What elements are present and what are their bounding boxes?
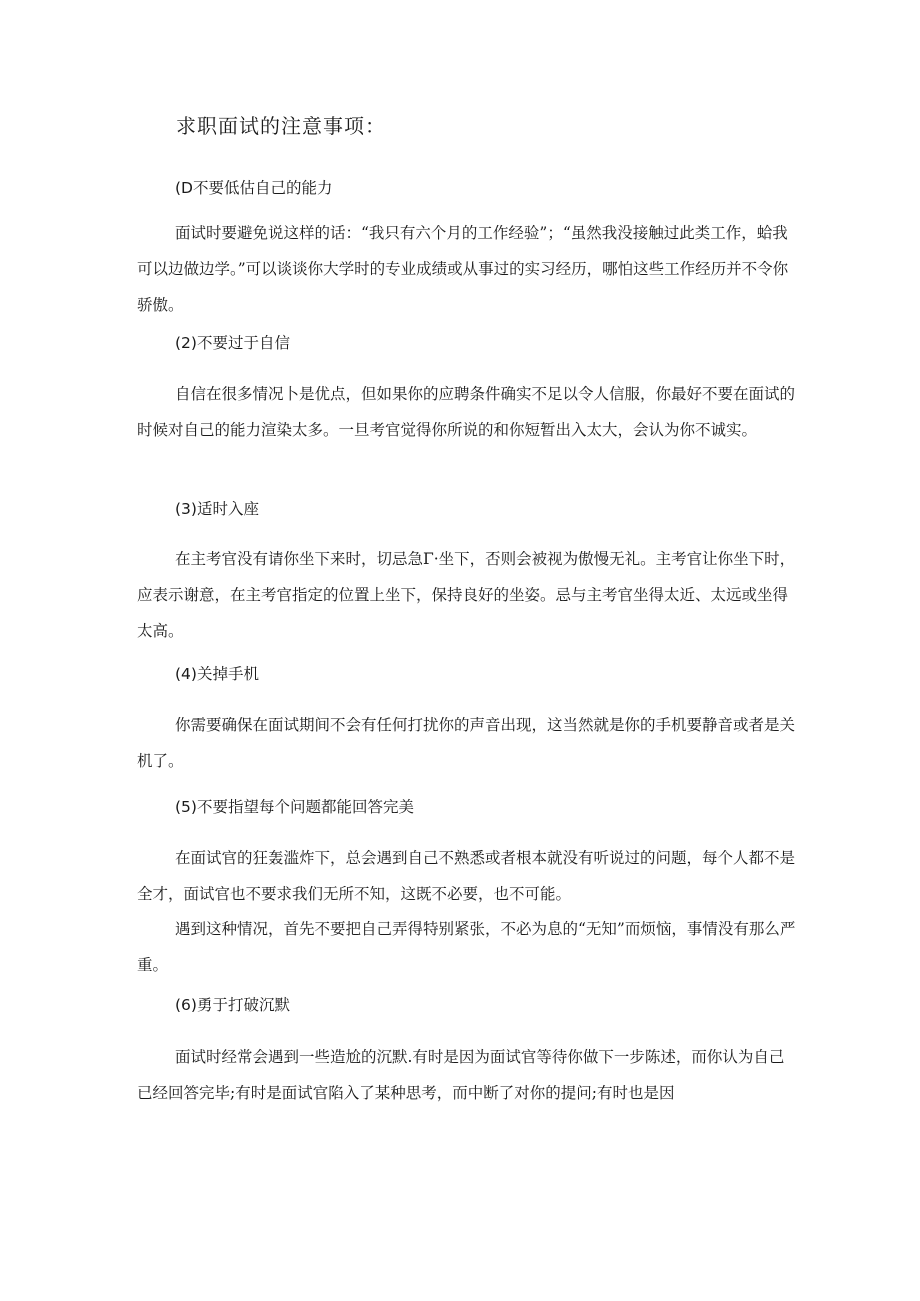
section-heading-1: (D不要低估自己的能力 (175, 179, 333, 197)
section-5-paragraph-2: 遇到这种情况，首先不要把自己弄得特别紧张，不必为息的“无知”而烦恼，事情没有那么严重。 (137, 920, 796, 974)
section-3-paragraph-1: 在主考官没有请你坐下来时，切忌急Γ·坐下，否则会被视为傲慢无礼。主考官让你坐下时，应表示谢意，在主考官指定的位置上坐下，保持良好的坐姿。忌与主考官坐得太近、太远或坐得太高。 (137, 550, 796, 640)
section-heading-5: (5)不要指望每个问题都能回答完美 (175, 798, 414, 816)
section-heading-3: (3)适时入座 (175, 500, 259, 518)
document-title: 求职面试的注意事项： (176, 114, 386, 138)
section-2-paragraph-1: 自信在很多情况卜是优点，但如果你的应聘条件确实不足以令人信服，你最好不要在面试的时候对自己的能力渲染太多。一旦考官觉得你所说的和你短暂出入太大，会认为你不诚实。 (137, 385, 796, 439)
section-4-paragraph-1: 你需要确保在面试期间不会有任何打扰你的声音出现，这当然就是你的手机要静音或者是关机了。 (137, 716, 796, 770)
section-heading-6: (6)勇于打破沉默 (175, 996, 290, 1014)
section-5-paragraph-1: 在面试官的狂轰滥炸下，总会遇到自己不熟悉或者根本就没有听说过的问题，每个人都不是全才，面试官也不要求我们无所不知，这既不必要，也不可能。 (137, 849, 796, 903)
section-6-paragraph-1: 面试时经常会遇到一些造尬的沉默.有时是因为面试官等待你做下一步陈述，而你认为自己已经回答完毕;有时是面试官陷入了某种思考，而中断了对你的提问;有时也是因 (137, 1048, 785, 1102)
section-1-paragraph-1: 面试时要避免说这样的话：“我只有六个月的工作经验”；“虽然我没接触过此类工作，蛤我可以边做边学。”可以谈谈你大学时的专业成绩或从事过的实习经历，哪怕这些工作经历并不令你骄傲。 (137, 224, 789, 314)
section-heading-4: (4)关掉手机 (175, 665, 259, 683)
section-heading-2: (2)不要过于自信 (175, 334, 290, 352)
